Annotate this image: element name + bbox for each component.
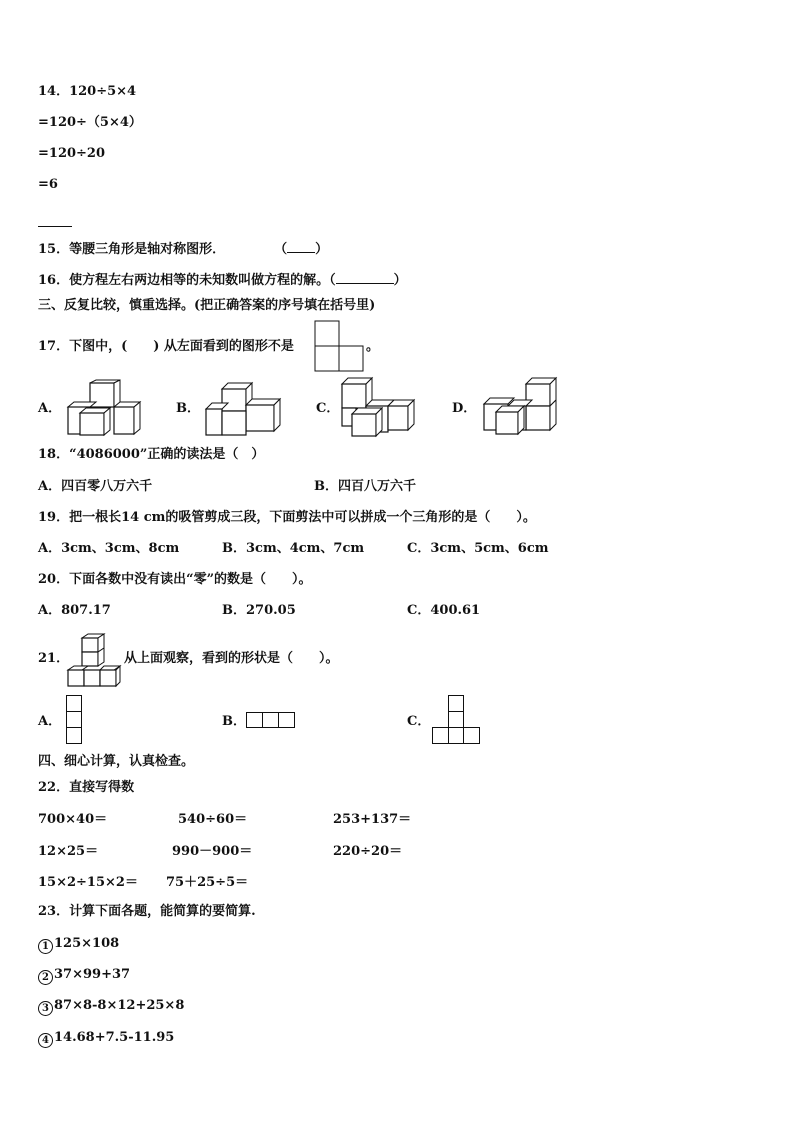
q21-option-b-figure[interactable] bbox=[246, 712, 296, 729]
q15-paren-open: （ bbox=[274, 242, 288, 257]
q21-option-a-label[interactable]: A． bbox=[38, 714, 62, 729]
q20-option-c[interactable]: C．400.61 bbox=[407, 603, 481, 618]
q22-item-2[interactable]: 540÷60＝ bbox=[178, 812, 248, 827]
q15-text: 15．等腰三角形是轴对称图形． bbox=[38, 242, 226, 257]
q23-item-1-expr: 125×108 bbox=[54, 936, 120, 951]
q14-answer-blank[interactable] bbox=[38, 214, 72, 232]
q23-item-4-expr: 14.68+7.5-11.95 bbox=[54, 1030, 175, 1045]
q17-option-b-label[interactable]: B． bbox=[176, 401, 200, 416]
q18-option-b[interactable]: B．四百八万六千 bbox=[314, 479, 416, 494]
q22-item-5[interactable]: 990－900＝ bbox=[172, 844, 253, 859]
q22-title: 22．直接写得数 bbox=[38, 780, 135, 795]
q23-item-2-mark: 2 bbox=[38, 970, 53, 985]
q19-question: 19．把一根长14 cm的吸管剪成三段，下面剪法中可以拼成一个三角形的是（ ）。 bbox=[38, 510, 536, 525]
q16-paren-open: （ bbox=[329, 273, 336, 288]
q21-cube-stack-figure bbox=[66, 634, 122, 688]
q14-line2: =120÷（5×4） bbox=[38, 115, 142, 130]
q21-option-c-figure[interactable] bbox=[432, 695, 482, 745]
q23-item-4[interactable] bbox=[38, 1030, 174, 1048]
q17-text-after: 。 bbox=[366, 339, 380, 354]
q21-option-b-label[interactable]: B． bbox=[222, 714, 246, 729]
q17-text-before: 17．下图中，( ) 从左面看到的图形不是 bbox=[38, 339, 294, 354]
q19-option-a[interactable]: A．3cm、3cm、8cm bbox=[38, 541, 180, 556]
section3-title: 三、反复比较，慎重选择。(把正确答案的序号填在括号里) bbox=[38, 298, 376, 313]
q16-paren-close: ） bbox=[393, 273, 407, 288]
q21-question: 从上面观察，看到的形状是（ ）。 bbox=[124, 651, 339, 666]
q16-question bbox=[38, 271, 407, 289]
q19-option-c[interactable]: C．3cm、5cm、6cm bbox=[407, 541, 549, 556]
q23-item-3-mark: 3 bbox=[38, 1001, 53, 1016]
q17-option-c-label[interactable]: C． bbox=[316, 401, 340, 416]
q14-line4: =6 bbox=[38, 177, 58, 192]
section4-title: 四、细心计算，认真检查。 bbox=[38, 754, 195, 769]
q22-item-6[interactable]: 220÷20＝ bbox=[333, 844, 403, 859]
q20-option-b[interactable]: B．270.05 bbox=[222, 603, 296, 618]
q16-answer-blank[interactable] bbox=[336, 271, 394, 284]
q22-item-4[interactable]: 12×25＝ bbox=[38, 844, 99, 859]
q21-option-c-label[interactable]: C． bbox=[407, 714, 431, 729]
q22-item-7[interactable]: 15×2÷15×2＝ bbox=[38, 875, 138, 890]
q17-option-d-cubes[interactable] bbox=[480, 378, 558, 438]
q15-answer-blank[interactable] bbox=[287, 240, 315, 253]
q23-item-1-mark: 1 bbox=[38, 939, 53, 954]
q23-item-4-mark: 4 bbox=[38, 1033, 53, 1048]
q17-option-a-label[interactable]: A． bbox=[38, 401, 62, 416]
q22-item-8[interactable]: 75＋25÷5＝ bbox=[166, 875, 249, 890]
q22-item-3[interactable]: 253+137＝ bbox=[333, 812, 412, 827]
q20-question: 20．下面各数中没有读出“零”的数是（ ）。 bbox=[38, 572, 312, 587]
q19-option-b[interactable]: B．3cm、4cm、7cm bbox=[222, 541, 365, 556]
q17-option-c-cubes[interactable] bbox=[340, 378, 416, 438]
q23-item-2[interactable] bbox=[38, 967, 130, 985]
q20-option-a[interactable]: A．807.17 bbox=[38, 603, 111, 618]
q23-title: 23．计算下面各题，能简算的要简算. bbox=[38, 904, 256, 919]
q14-line1: 14．120÷5×4 bbox=[38, 84, 137, 99]
q23-item-1[interactable] bbox=[38, 936, 119, 954]
q17-option-d-label[interactable]: D． bbox=[452, 401, 477, 416]
q23-item-2-expr: 37×99+37 bbox=[54, 967, 131, 982]
q17-option-a-cubes[interactable] bbox=[66, 380, 142, 438]
q21-number: 21． bbox=[38, 651, 70, 666]
q18-question: 18．“4086000”正确的读法是（ ） bbox=[38, 447, 265, 462]
q16-text: 16．使方程左右两边相等的未知数叫做方程的解。 bbox=[38, 273, 330, 288]
q22-item-1[interactable]: 700×40＝ bbox=[38, 812, 108, 827]
q15-question bbox=[38, 240, 328, 258]
q21-option-a-figure[interactable] bbox=[66, 695, 82, 745]
q23-item-3-expr: 87×8-8×12+25×8 bbox=[54, 998, 185, 1013]
q23-item-3[interactable] bbox=[38, 998, 184, 1016]
q17-reference-figure bbox=[314, 320, 364, 372]
q15-paren-close: ） bbox=[315, 242, 329, 257]
q18-option-a[interactable]: A．四百零八万六千 bbox=[38, 479, 153, 494]
q17-option-b-cubes[interactable] bbox=[204, 381, 280, 437]
q14-line3: =120÷20 bbox=[38, 146, 106, 161]
